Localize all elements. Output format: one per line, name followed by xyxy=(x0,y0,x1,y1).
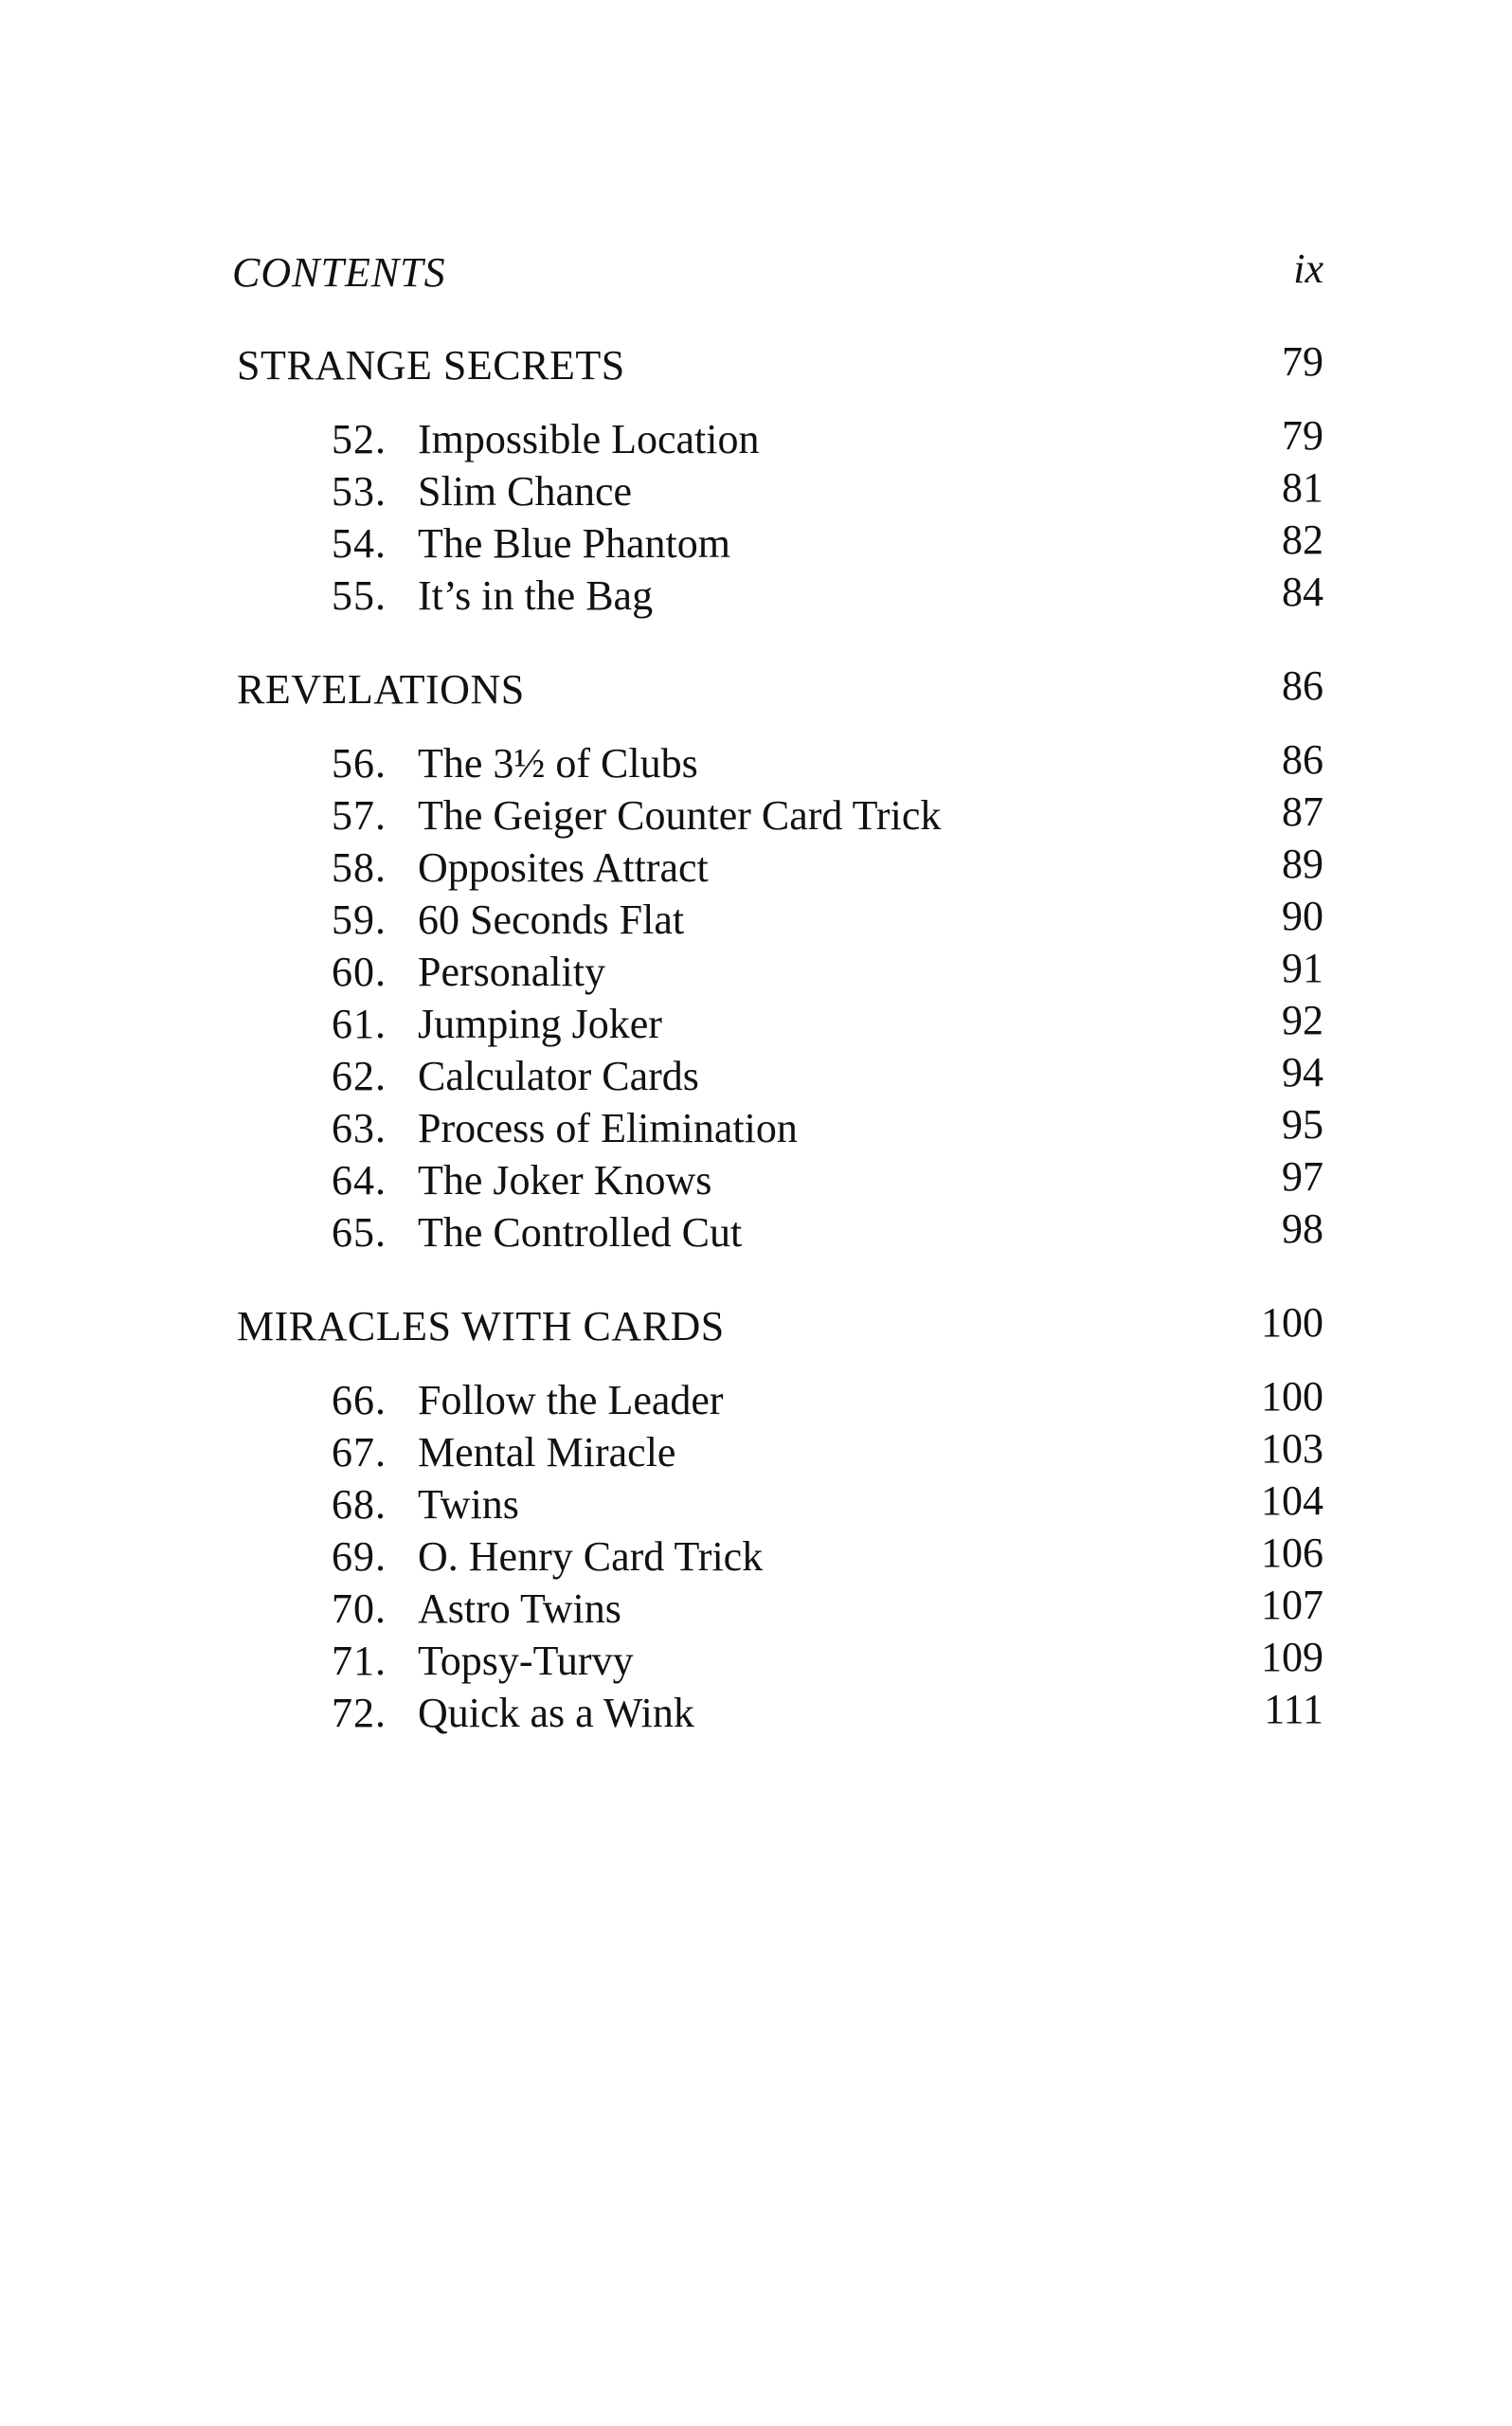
entry-number: 52. xyxy=(332,416,387,462)
entry-page-number: 84 xyxy=(1282,569,1323,615)
running-head-title: CONTENTS xyxy=(232,249,446,296)
section-title: MIRACLES WITH CARDS xyxy=(237,1303,725,1349)
entry-number: 65. xyxy=(332,1209,387,1256)
toc-entry xyxy=(232,412,1323,467)
toc-entry xyxy=(232,1477,1323,1532)
entry-number: 71. xyxy=(332,1638,387,1684)
section-heading xyxy=(232,1299,1323,1376)
entry-title: Process of Elimination xyxy=(418,1105,798,1151)
toc-entry xyxy=(232,1532,1323,1584)
toc-section xyxy=(232,338,1323,624)
entry-page-number: 81 xyxy=(1282,464,1323,511)
entry-number: 68. xyxy=(332,1481,387,1528)
page-folio: ix xyxy=(1293,245,1323,292)
toc-entry xyxy=(232,997,1323,1052)
section-heading xyxy=(232,338,1323,415)
running-head xyxy=(232,245,1323,305)
section-heading xyxy=(232,662,1323,739)
entry-number: 59. xyxy=(332,896,387,943)
entry-page-number: 95 xyxy=(1282,1101,1323,1148)
entry-number: 66. xyxy=(332,1377,387,1423)
toc-entry xyxy=(232,1686,1323,1741)
toc-entry xyxy=(232,1153,1323,1208)
toc-entry xyxy=(232,1634,1323,1689)
entry-number: 55. xyxy=(332,572,387,619)
section-title: STRANGE SECRETS xyxy=(237,342,625,389)
entry-number: 70. xyxy=(332,1585,387,1632)
entry-number: 54. xyxy=(332,520,387,567)
toc-entry xyxy=(232,1101,1323,1156)
entry-number: 58. xyxy=(332,844,387,891)
entry-title: Twins xyxy=(418,1481,519,1528)
entry-title: The Joker Knows xyxy=(418,1157,712,1204)
entry-title: Astro Twins xyxy=(418,1585,621,1632)
entry-page-number: 92 xyxy=(1282,997,1323,1043)
entry-page-number: 97 xyxy=(1282,1153,1323,1200)
entry-number: 69. xyxy=(332,1533,387,1580)
toc-entry xyxy=(232,516,1323,571)
toc-section xyxy=(232,662,1323,1260)
entry-title: Jumping Joker xyxy=(418,1001,662,1047)
entry-number: 56. xyxy=(332,740,387,787)
entry-number: 62. xyxy=(332,1053,387,1099)
entry-page-number: 109 xyxy=(1261,1634,1323,1680)
entry-title: The Geiger Counter Card Trick xyxy=(418,792,942,839)
section-page-number: 86 xyxy=(1282,662,1323,709)
entry-page-number: 106 xyxy=(1261,1530,1323,1576)
section-title: REVELATIONS xyxy=(237,666,525,713)
toc-entry xyxy=(232,1373,1323,1428)
section-page-number: 100 xyxy=(1261,1299,1323,1346)
entry-title: Quick as a Wink xyxy=(418,1690,694,1736)
entry-page-number: 94 xyxy=(1282,1049,1323,1095)
entry-title: The 3½ of Clubs xyxy=(418,740,698,787)
entry-number: 61. xyxy=(332,1001,387,1047)
entry-title: Slim Chance xyxy=(418,468,633,515)
toc-entry xyxy=(232,571,1323,624)
entry-number: 67. xyxy=(332,1429,387,1476)
entry-title: The Controlled Cut xyxy=(418,1209,743,1256)
entry-page-number: 87 xyxy=(1282,788,1323,835)
entry-title: Mental Miracle xyxy=(418,1429,676,1476)
toc-entry xyxy=(232,1425,1323,1480)
entry-title: The Blue Phantom xyxy=(418,520,730,567)
entry-title: 60 Seconds Flat xyxy=(418,896,685,943)
toc-section xyxy=(232,1299,1323,1741)
entry-title: Impossible Location xyxy=(418,416,760,462)
toc-entry xyxy=(232,788,1323,843)
entry-number: 60. xyxy=(332,949,387,995)
entry-title: O. Henry Card Trick xyxy=(418,1533,764,1580)
entry-page-number: 103 xyxy=(1261,1425,1323,1472)
entry-title: Topsy-Turvy xyxy=(418,1638,634,1684)
entry-page-number: 111 xyxy=(1264,1686,1323,1732)
entry-number: 53. xyxy=(332,468,387,515)
section-page-number: 79 xyxy=(1282,338,1323,385)
entry-page-number: 100 xyxy=(1261,1373,1323,1420)
entry-title: Calculator Cards xyxy=(418,1053,699,1099)
toc-entry xyxy=(232,893,1323,948)
toc-entry xyxy=(232,945,1323,1000)
toc-entry xyxy=(232,843,1323,896)
entry-number: 72. xyxy=(332,1690,387,1736)
entry-page-number: 82 xyxy=(1282,516,1323,563)
entry-page-number: 107 xyxy=(1261,1582,1323,1628)
toc-entry xyxy=(232,464,1323,519)
entry-page-number: 89 xyxy=(1282,841,1323,887)
entry-title: It’s in the Bag xyxy=(418,572,654,619)
entry-page-number: 90 xyxy=(1282,893,1323,939)
entry-number: 63. xyxy=(332,1105,387,1151)
toc-entry xyxy=(232,1049,1323,1104)
entry-number: 57. xyxy=(332,792,387,839)
toc-entry xyxy=(232,1205,1323,1260)
entry-page-number: 104 xyxy=(1261,1477,1323,1524)
toc-entry xyxy=(232,1584,1323,1637)
entry-page-number: 98 xyxy=(1282,1205,1323,1252)
entry-page-number: 86 xyxy=(1282,736,1323,783)
entry-page-number: 79 xyxy=(1282,412,1323,459)
toc-entry xyxy=(232,736,1323,791)
entry-page-number: 91 xyxy=(1282,945,1323,991)
entry-title: Follow the Leader xyxy=(418,1377,724,1423)
entry-title: Opposites Attract xyxy=(418,844,709,891)
entry-number: 64. xyxy=(332,1157,387,1204)
table-of-contents xyxy=(232,338,1323,1783)
entry-title: Personality xyxy=(418,949,605,995)
